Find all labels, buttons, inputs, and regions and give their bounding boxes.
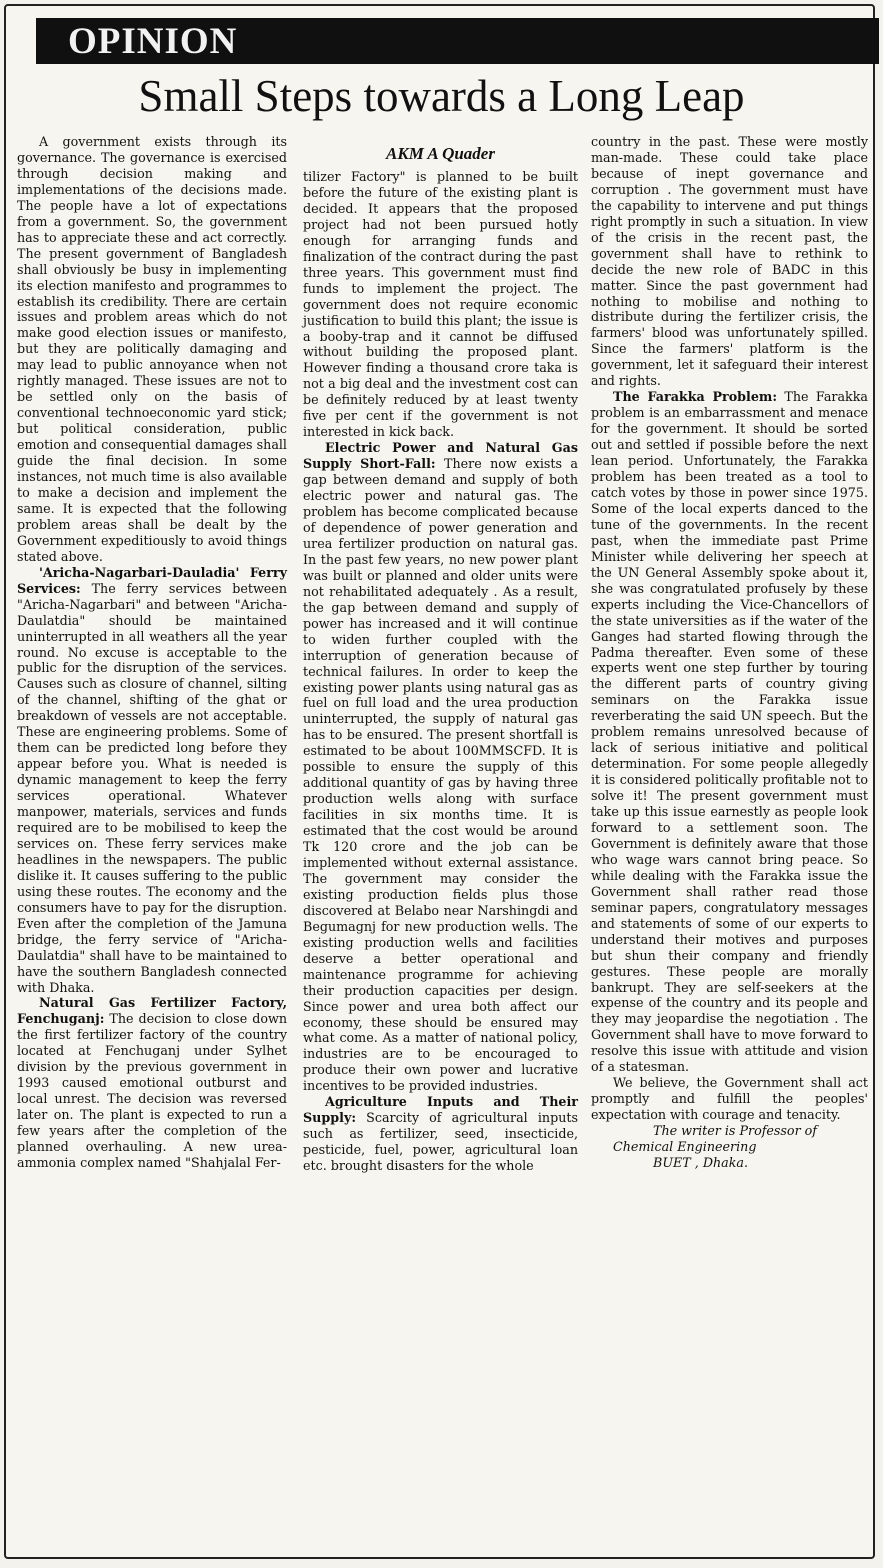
fertilizer-subhead: Natural Gas Fertilizer Factory, Fenchuganj: <box>17 995 287 1027</box>
author-note-line-3: BUET , Dhaka. <box>653 1155 749 1170</box>
farakka-text: The Farakka problem is an embarrassment and menace for the government. It should be sorted out and settled if possible before the next lean period. Unfortunately, the Farakka problem has been treated as a tool to catch votes by those in power since 1975. Some of the local experts danced to the tune of the governments. In the recent past, when the immediate past Prime Minister while delivering her speech at the UN General Assembly spoke about it, she was congratulated profusely by these experts including the Vice-Chancellors of the state universities as if the water of the Ganges had started flowing through the Padma thereafter. Even some of these experts went one step further by touring the different parts of country giving seminars on the Farakka issue reverberating the said UN speech. But the problem remains unresolved because of lack of serious initiative and political determination. For some people allegedly it is considered politically profitable not to solve it! The present government must take up this issue earnestly as people look forward to a settlement soon. The Government is definitely aware that those who wage wars cannot bring peace. So while dealing with the Farakka issue the Government shall rather read those seminar papers, congratulatory messages and statements of some of our experts to understand their motives and purposes but shun their company and friendly gestures. These people are morally bankrupt. They are self-seekers at the expense of the country and its people and they may jeopardise the negotiation . The Government shall have to move forward to resolve this issue with attitude and vision of a statesman. <box>591 389 868 1075</box>
farakka-subhead: The Farakka Problem: <box>613 389 778 405</box>
agriculture-text: Scarcity of agricultural inputs such as fertilizer, seed, insecticide, pesticide, fuel, power, agricultural loan etc. brought disasters for the whole <box>303 1110 578 1174</box>
ferry-text: The ferry services between "Aricha-Nagarbari" and between "Aricha-Daulatdia" should be maintained uninterrupted in all weathers all the year round. No excuse is acceptable to the public for the disruption of the services. Causes such as closure of channel, silting of the channel, shifting of the ghat or breakdown of vessels are not acceptable. These are engineering problems. Some of them can be predicted long before they appear before you. What is needed is dynamic management to keep the ferry services operational. Whatever manpower, materials, services and funds required are to be mobilised to keep the services on. These ferry services make headlines in the newspapers. The public dislike it. It causes suffering to the public using these routes. The economy and the consumers have to pay for the disruption. Even after the completion of the Jamuna bridge, the ferry service of "Aricha-Daulatdia" shall have to be maintained to have the southern Bangladesh connected with Dhaka. <box>17 580 287 995</box>
col3-paragraph-conclusion: We believe, the Government shall act promptly and fulfill the peoples' expectation with courage and tenacity. <box>591 1075 868 1123</box>
col1-paragraph-intro: A government exists through its governance. The governance is exercised through decision making and implementations of the decisions made. The people have a lot of expectations from a government. So, the government has to appreciate these and act correctly. The present government of Bangladesh shall obviously be busy in implementing its election manifesto and programmes to establish its credibility. There are certain issues and problem areas which do not make good election issues or manifesto, but they are politically damaging and may lead to public annoyance when not rightly managed. These issues are not to be settled only on the basis of conventional technoeconomic yard stick; but political consideration, public emotion and consequential damages shall guide the final decision. In some instances, not much time is also available to make a decision and implement the same. It is expected that the following problem areas shall be dealt by the Government expeditiously to avoid things stated above. <box>17 134 287 564</box>
ferry-subhead: 'Aricha-Nagarbari-Dauladia' Ferry Services: <box>17 564 287 596</box>
col1-paragraph-fertilizer <box>17 995 287 1170</box>
power-text: There now exists a gap between demand and supply of both electric power and natural gas. The problem has become complicated because of dependence of power generation and urea fertilizer production on natural gas. In the past few years, no new power plant was built or planned and older units were not rehabilitated adequately . As a result, the gap between demand and supply of power has increased and it will continue to widen further coupled with the interruption of generation because of technical failures. In order to keep the existing power plants using natural gas as fuel on full load and the urea production uninterrupted, the supply of natural gas has to be ensured. The present shortfall is estimated to be about 100MMSCFD. It is possible to ensure the supply of this additional quantity of gas by having three production wells along with surface facilities in six months time. It is estimated that the cost would be around Tk 120 crore and the job can be implemented without external assistance. The government may consider the existing production fields plus those discovered at Belabo near Narshingdi and Begumagnj for new production wells. The existing production wells and facilities deserve a better operational and maintenance programme for achieving their production capacities per design. Since power and urea both affect our economy, these should be ensured may what come. As a matter of national policy, industries are to be encouraged to produce their own power and lucrative incentives to be provided industries. <box>303 456 578 1094</box>
fertilizer-text: The decision to close down the first fertilizer factory of the country located at Fenchuganj under Sylhet division by the previous government in 1993 caused emotional outburst and local unrest. The decision was reversed later on. The plant is expected to run a few years after the completion of the planned overhauling. A new urea-ammonia complex named "Shahjalal Fer- <box>17 1011 287 1170</box>
column-1 <box>17 134 287 1171</box>
author-note <box>591 1123 868 1171</box>
power-subhead: Electric Power and Natural Gas Supply Short-Fall: <box>303 440 578 472</box>
col2-paragraph-agriculture <box>303 1094 578 1174</box>
byline: AKM A Quader <box>386 144 495 163</box>
column-3 <box>591 134 868 1171</box>
col2-paragraph-power <box>303 440 578 1094</box>
author-note-line-2: Chemical Engineering <box>613 1139 757 1155</box>
agriculture-subhead: Agriculture Inputs and Their Supply: <box>303 1094 578 1126</box>
column-2 <box>303 143 578 1174</box>
headline: Small Steps towards a Long Leap <box>138 71 745 121</box>
section-label: OPINION <box>68 21 238 62</box>
col1-paragraph-ferry <box>17 565 287 996</box>
col3-paragraph-farakka <box>591 389 868 1075</box>
author-note-line-1: The writer is Professor of <box>653 1123 818 1139</box>
col2-paragraph-continued: tilizer Factory" is planned to be built before the future of the existing plant is decided. It appears that the proposed project had not been pursued hotly enough for arranging funds and finalization of the contract during the past three years. This government must find funds to implement the project. The government does not require economic justification to build this plant; the issue is a booby-trap and it cannot be diffused without building the proposed plant. However finding a thousand crore taka is not a big deal and the investment cost can be definitely reduced by at least twenty five per cent if the government is not interested in kick back. <box>303 169 578 440</box>
col3-paragraph-continued: country in the past. These were mostly man-made. These could take place because of inept governance and corruption . The government must have the capability to intervene and put things right promptly in such a situation. In view of the crisis in the recent past, the government shall have to rethink to decide the new role of BADC in this matter. Since the past government had nothing to mobilise and nothing to distribute during the fertilizer crisis, the farmers' blood was unfortunately spilled. Since the farmers' platform is the government, let it safeguard their interest and rights. <box>591 134 868 389</box>
